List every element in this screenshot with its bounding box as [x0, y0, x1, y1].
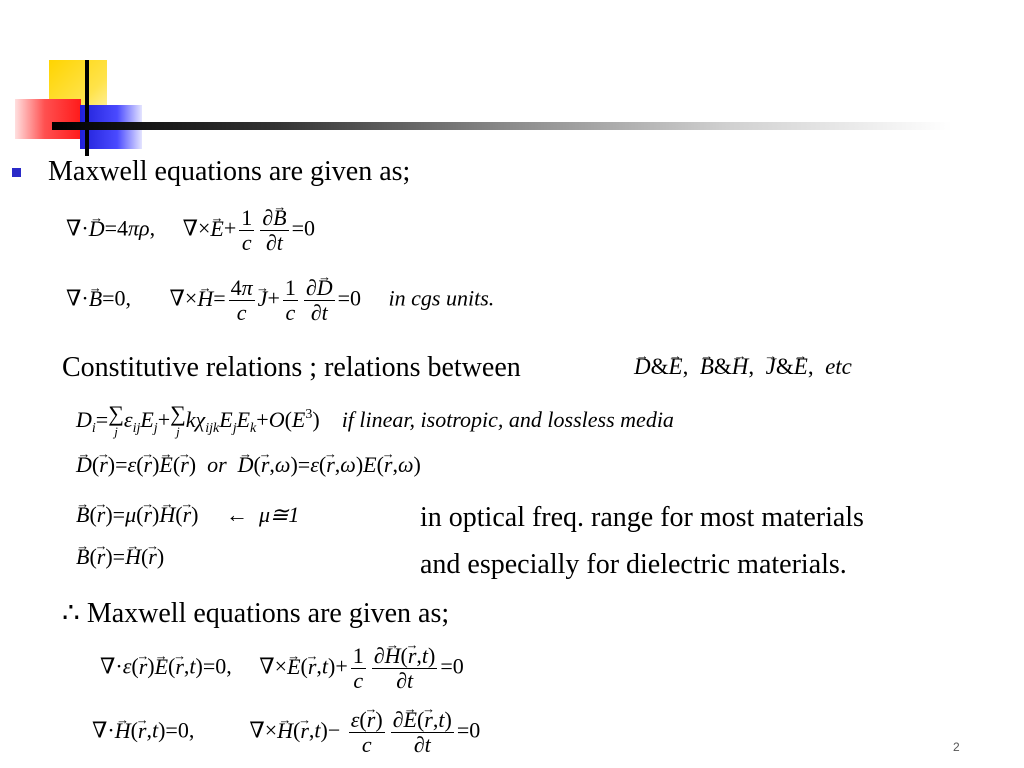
decor-red-square: [15, 99, 81, 139]
units-note: in cgs units.: [388, 285, 495, 311]
bullet-heading: Maxwell equations are given as;: [48, 156, 411, 187]
therefore-symbol: ∴: [62, 598, 80, 629]
condition-text: if linear, isotropic, and lossless media: [341, 407, 674, 432]
equation-gauss-faraday: ∇·→ D=4πρ, ∇×→ E+ $\frac{1}{c}$ $\frac{\partial\to B}{\partial t}$ =0: [66, 206, 315, 255]
therefore-line: [62, 598, 449, 630]
equation-polarization-expansion: $D_i=\sum$ j $\varepsilon_{ij}E_j+\sum$ j $k\chi_{ijk}E_jE_k+O(E^3)$ if linear, isotropic, and lossless media: [76, 401, 674, 439]
equation-displacement: → D(→ r)=ε(→ r)→ E(→ r) or → D(→ r,ω)=ε(→ r,ω)E(→ r,ω): [76, 452, 421, 478]
optical-line-2: and especially for dielectric materials.: [420, 549, 847, 580]
equation-final-gauss-ampere: ∇·→ H(→ r,t)=0, ∇×→ H(→ r,t)− $\frac{\varepsilon(\to r)}{c}$ $\frac{\partial\to E(\to r,t)}{\partial t}$ =0: [92, 708, 480, 757]
equation-magnetic-mu: → B(→ r)=μ(→ r)→ H(→ r) ← μ≅1: [76, 502, 299, 528]
decor-horizontal-rule: [52, 122, 952, 130]
therefore-text: Maxwell equations are given as;: [86, 598, 450, 629]
equation-gauss-ampere: ∇·→ B=0, ∇×→ H= $\frac{4\pi}{c}$ → J+ $\frac{1}{c}$ $\frac{\partial\to D}{\partial t}$ =0 in cgs units.: [66, 276, 494, 325]
constitutive-pairs: → D&→ E, → B&→ H, → J&→ E, etc: [634, 354, 852, 380]
equation-magnetic-equal: → B(→ r)=→ H(→ r): [76, 544, 164, 570]
decor-vertical-line: [85, 60, 89, 156]
bullet-square-icon: [12, 168, 21, 177]
equation-final-gauss-faraday: ∇·ε(→ r)→ E(→ r,t)=0, ∇×→ E(→ r,t)+ $\frac{1}{c}$ $\frac{\partial\to H(\to r,t)}{\partial t}$ =0: [100, 644, 464, 693]
constitutive-text: Constitutive relations ; relations between: [62, 352, 521, 383]
page-number: 2: [953, 740, 960, 754]
approx-text: μ≅1: [258, 502, 300, 527]
optical-line-1: in optical freq. range for most materials: [420, 502, 864, 533]
